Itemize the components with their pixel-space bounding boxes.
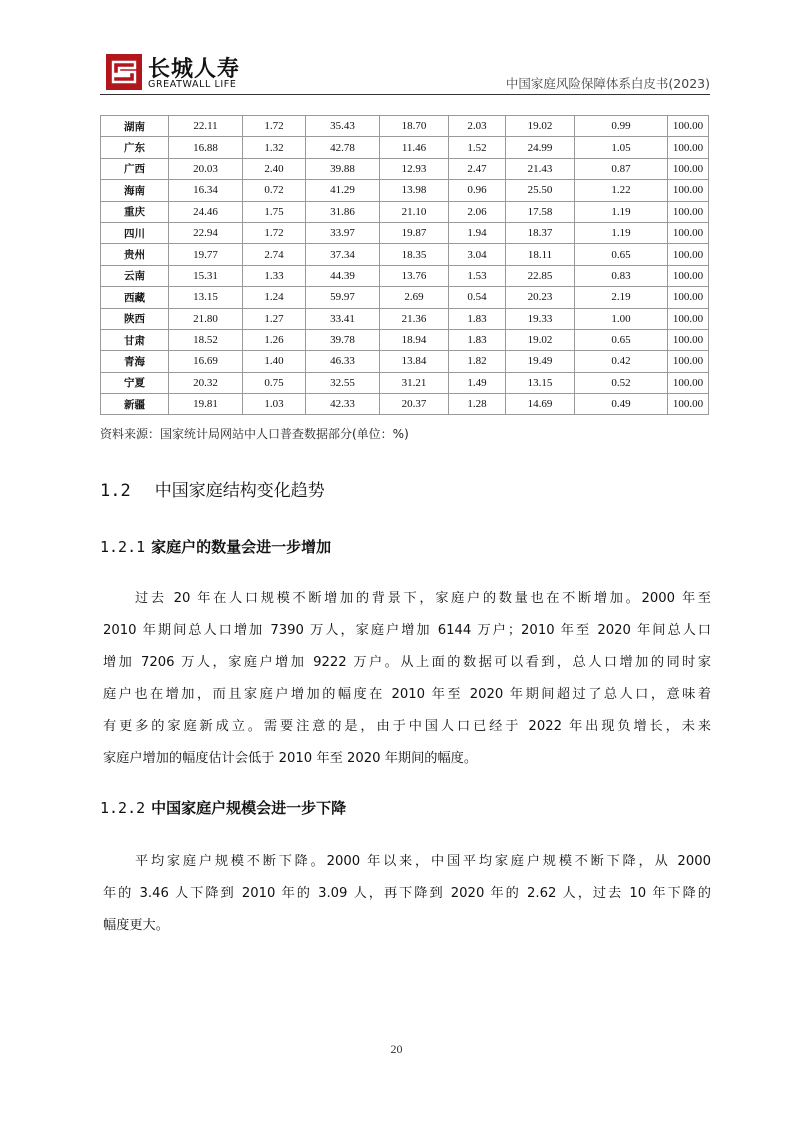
value-cell: 100.00 xyxy=(668,394,709,415)
value-cell: 20.37 xyxy=(380,394,449,415)
table-row xyxy=(101,394,709,415)
value-cell: 1.75 xyxy=(243,201,306,222)
value-cell: 31.86 xyxy=(306,201,380,222)
table-row xyxy=(101,180,709,201)
value-cell: 19.81 xyxy=(169,394,243,415)
subsection-heading-1 xyxy=(100,536,331,557)
value-cell: 2.74 xyxy=(243,244,306,265)
value-cell: 1.53 xyxy=(449,265,506,286)
value-cell: 100.00 xyxy=(668,287,709,308)
table-row xyxy=(101,158,709,179)
value-cell: 42.78 xyxy=(306,137,380,158)
paragraph-line: 平均家庭户规模不断下降。2000 年以来，中国平均家庭户规模不断下降，从 2000 xyxy=(135,854,711,869)
value-cell: 1.82 xyxy=(449,351,506,372)
source-note: 资料来源：国家统计局网站中人口普查数据部分(单位：%) xyxy=(100,427,409,441)
value-cell: 19.33 xyxy=(506,308,575,329)
value-cell: 1.32 xyxy=(243,137,306,158)
value-cell: 100.00 xyxy=(668,308,709,329)
paragraph-line: 幅度更大。 xyxy=(103,918,169,933)
value-cell: 46.33 xyxy=(306,351,380,372)
subsection-number: 1.2.1 xyxy=(100,538,146,556)
region-cell: 甘肃 xyxy=(101,329,169,350)
table-row xyxy=(101,372,709,393)
document-title: 中国家庭风险保障体系白皮书(2023) xyxy=(505,76,710,91)
value-cell: 13.84 xyxy=(380,351,449,372)
population-table xyxy=(100,115,709,415)
table-row xyxy=(101,222,709,243)
value-cell: 37.34 xyxy=(306,244,380,265)
value-cell: 22.85 xyxy=(506,265,575,286)
value-cell: 0.87 xyxy=(575,158,668,179)
value-cell: 33.41 xyxy=(306,308,380,329)
value-cell: 0.54 xyxy=(449,287,506,308)
value-cell: 0.83 xyxy=(575,265,668,286)
value-cell: 1.27 xyxy=(243,308,306,329)
value-cell: 1.19 xyxy=(575,222,668,243)
subsection-heading-2 xyxy=(100,797,346,818)
value-cell: 18.52 xyxy=(169,329,243,350)
value-cell: 2.40 xyxy=(243,158,306,179)
value-cell: 19.87 xyxy=(380,222,449,243)
value-cell: 32.55 xyxy=(306,372,380,393)
value-cell: 16.34 xyxy=(169,180,243,201)
value-cell: 1.52 xyxy=(449,137,506,158)
value-cell: 21.43 xyxy=(506,158,575,179)
region-cell: 新疆 xyxy=(101,394,169,415)
value-cell: 100.00 xyxy=(668,158,709,179)
value-cell: 19.02 xyxy=(506,116,575,137)
value-cell: 1.28 xyxy=(449,394,506,415)
value-cell: 24.46 xyxy=(169,201,243,222)
value-cell: 16.69 xyxy=(169,351,243,372)
region-cell: 宁夏 xyxy=(101,372,169,393)
value-cell: 1.49 xyxy=(449,372,506,393)
value-cell: 1.00 xyxy=(575,308,668,329)
table-row xyxy=(101,116,709,137)
region-cell: 青海 xyxy=(101,351,169,372)
value-cell: 21.80 xyxy=(169,308,243,329)
value-cell: 0.99 xyxy=(575,116,668,137)
paragraph-household-count xyxy=(103,583,711,775)
value-cell: 19.49 xyxy=(506,351,575,372)
value-cell: 2.06 xyxy=(449,201,506,222)
paragraph-household-size xyxy=(103,846,711,942)
table-row xyxy=(101,244,709,265)
value-cell: 1.26 xyxy=(243,329,306,350)
paragraph-line: 家庭户增加的幅度估计会低于 2010 年至 2020 年期间的幅度。 xyxy=(103,751,478,766)
value-cell: 100.00 xyxy=(668,265,709,286)
value-cell: 1.22 xyxy=(575,180,668,201)
value-cell: 100.00 xyxy=(668,372,709,393)
value-cell: 0.65 xyxy=(575,244,668,265)
paragraph-line: 年的 3.46 人下降到 2010 年的 3.09 人，再下降到 2020 年的 2.62 人，过去 10 年下降的 xyxy=(103,886,711,901)
value-cell: 100.00 xyxy=(668,137,709,158)
value-cell: 22.11 xyxy=(169,116,243,137)
table-row xyxy=(101,287,709,308)
region-cell: 西藏 xyxy=(101,287,169,308)
value-cell: 100.00 xyxy=(668,116,709,137)
value-cell: 1.24 xyxy=(243,287,306,308)
logo-english-name: GREATWALL LIFE xyxy=(148,79,237,90)
value-cell: 18.94 xyxy=(380,329,449,350)
region-cell: 四川 xyxy=(101,222,169,243)
value-cell: 13.76 xyxy=(380,265,449,286)
value-cell: 2.03 xyxy=(449,116,506,137)
value-cell: 15.31 xyxy=(169,265,243,286)
value-cell: 18.11 xyxy=(506,244,575,265)
value-cell: 44.39 xyxy=(306,265,380,286)
value-cell: 100.00 xyxy=(668,244,709,265)
table-row xyxy=(101,137,709,158)
value-cell: 0.49 xyxy=(575,394,668,415)
subsection-title: 家庭户的数量会进一步增加 xyxy=(151,538,332,556)
value-cell: 1.40 xyxy=(243,351,306,372)
section-title: 中国家庭结构变化趋势 xyxy=(154,481,325,501)
region-cell: 广东 xyxy=(101,137,169,158)
value-cell: 20.32 xyxy=(169,372,243,393)
value-cell: 1.19 xyxy=(575,201,668,222)
value-cell: 0.52 xyxy=(575,372,668,393)
region-cell: 重庆 xyxy=(101,201,169,222)
table-row xyxy=(101,265,709,286)
subsection-number: 1.2.2 xyxy=(100,799,146,817)
value-cell: 100.00 xyxy=(668,222,709,243)
value-cell: 1.83 xyxy=(449,308,506,329)
value-cell: 1.33 xyxy=(243,265,306,286)
value-cell: 31.21 xyxy=(380,372,449,393)
region-cell: 湖南 xyxy=(101,116,169,137)
region-cell: 广西 xyxy=(101,158,169,179)
value-cell: 100.00 xyxy=(668,329,709,350)
paragraph-line: 有更多的家庭新成立。需要注意的是，由于中国人口已经于 2022 年出现负增长，未来 xyxy=(103,719,711,734)
value-cell: 20.03 xyxy=(169,158,243,179)
value-cell: 22.94 xyxy=(169,222,243,243)
value-cell: 42.33 xyxy=(306,394,380,415)
value-cell: 1.72 xyxy=(243,222,306,243)
value-cell: 0.72 xyxy=(243,180,306,201)
table-row xyxy=(101,308,709,329)
region-cell: 陕西 xyxy=(101,308,169,329)
value-cell: 100.00 xyxy=(668,180,709,201)
value-cell: 0.65 xyxy=(575,329,668,350)
value-cell: 3.04 xyxy=(449,244,506,265)
value-cell: 39.88 xyxy=(306,158,380,179)
value-cell: 13.15 xyxy=(169,287,243,308)
value-cell: 1.03 xyxy=(243,394,306,415)
subsection-title: 中国家庭户规模会进一步下降 xyxy=(151,799,347,817)
value-cell: 24.99 xyxy=(506,137,575,158)
page-number: 20 xyxy=(390,1042,403,1056)
value-cell: 2.69 xyxy=(380,287,449,308)
value-cell: 100.00 xyxy=(668,201,709,222)
value-cell: 18.37 xyxy=(506,222,575,243)
value-cell: 1.94 xyxy=(449,222,506,243)
value-cell: 0.75 xyxy=(243,372,306,393)
paragraph-line: 2010 年期间总人口增加 7390 万人，家庭户增加 6144 万户；2010 年至 2020 年间总人口 xyxy=(103,623,711,638)
value-cell: 1.83 xyxy=(449,329,506,350)
paragraph-line: 庭户也在增加，而且家庭户增加的幅度在 2010 年至 2020 年期间超过了总人口，意味着 xyxy=(103,687,711,702)
page-header xyxy=(100,50,710,94)
value-cell: 21.36 xyxy=(380,308,449,329)
value-cell: 1.72 xyxy=(243,116,306,137)
value-cell: 33.97 xyxy=(306,222,380,243)
value-cell: 20.23 xyxy=(506,287,575,308)
value-cell: 2.47 xyxy=(449,158,506,179)
section-heading xyxy=(100,476,325,501)
value-cell: 41.29 xyxy=(306,180,380,201)
value-cell: 19.02 xyxy=(506,329,575,350)
table-row xyxy=(101,351,709,372)
region-cell: 贵州 xyxy=(101,244,169,265)
value-cell: 11.46 xyxy=(380,137,449,158)
value-cell: 21.10 xyxy=(380,201,449,222)
value-cell: 19.77 xyxy=(169,244,243,265)
greatwall-seal-icon xyxy=(106,54,142,90)
value-cell: 25.50 xyxy=(506,180,575,201)
value-cell: 100.00 xyxy=(668,351,709,372)
header-divider xyxy=(100,94,710,95)
value-cell: 14.69 xyxy=(506,394,575,415)
value-cell: 39.78 xyxy=(306,329,380,350)
table-row xyxy=(101,329,709,350)
value-cell: 13.98 xyxy=(380,180,449,201)
value-cell: 35.43 xyxy=(306,116,380,137)
value-cell: 18.35 xyxy=(380,244,449,265)
value-cell: 18.70 xyxy=(380,116,449,137)
paragraph-line: 过去 20 年在人口规模不断增加的背景下，家庭户的数量也在不断增加。2000 年至 xyxy=(135,591,711,606)
paragraph-line: 增加 7206 万人，家庭户增加 9222 万户。从上面的数据可以看到，总人口增加的同时家 xyxy=(103,655,711,670)
value-cell: 16.88 xyxy=(169,137,243,158)
value-cell: 17.58 xyxy=(506,201,575,222)
value-cell: 12.93 xyxy=(380,158,449,179)
value-cell: 0.42 xyxy=(575,351,668,372)
section-number: 1.2 xyxy=(100,481,131,501)
value-cell: 0.96 xyxy=(449,180,506,201)
value-cell: 1.05 xyxy=(575,137,668,158)
value-cell: 2.19 xyxy=(575,287,668,308)
region-cell: 海南 xyxy=(101,180,169,201)
logo-chinese-name: 长城人寿 xyxy=(148,56,241,82)
value-cell: 59.97 xyxy=(306,287,380,308)
region-cell: 云南 xyxy=(101,265,169,286)
value-cell: 13.15 xyxy=(506,372,575,393)
table-row xyxy=(101,201,709,222)
